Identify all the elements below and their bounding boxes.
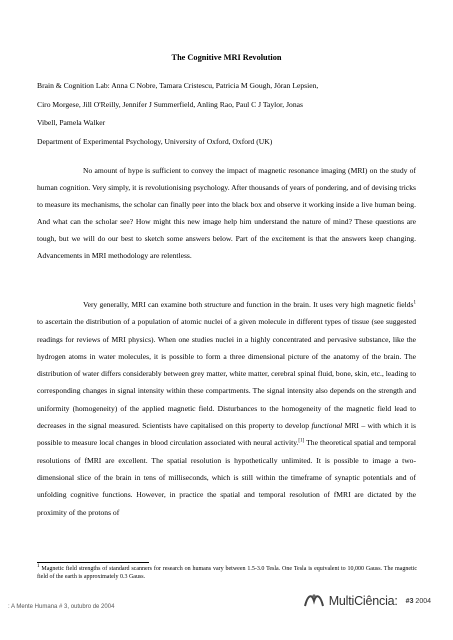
paragraph-1: [37, 162, 416, 264]
footnote-divider: [37, 562, 149, 563]
author-line: Ciro Morgese, Jill O'Reilly, Jennifer J Summerfield, Anling Rao, Paul C J Taylor, Jonas: [37, 99, 303, 109]
text-run: MRI – with which it is possible to measure local changes in blood circulation associated with neural activity.: [37, 421, 416, 448]
multiciencia-logo-icon: [303, 592, 325, 610]
text-run: Very generally, MRI can examine both structure and function in the brain. It uses very high magnetic fields: [83, 300, 414, 309]
footnote-text: Magnetic field strengths of standard scanners for research on humans vary between 1.5-3.0 Tesla. One Tesla is equivalent to 10,000 Gauss. The magnetic field of the earth is approximately 0.3 Gauss.: [37, 566, 417, 580]
paragraph-text: [37, 296, 416, 521]
footer-citation: : A Mente Humana # 3, outubro de 2004: [8, 604, 115, 610]
paragraph-2: [37, 296, 416, 521]
italic-run: functional: [311, 421, 343, 431]
footnote-ref[interactable]: 1: [413, 300, 416, 306]
issue-label: [406, 598, 431, 605]
issue-number: #3: [405, 597, 414, 605]
author-line: Vibell, Pamela Walker: [37, 118, 106, 127]
author-line: Brain & Cognition Lab: Anna C Nobre, Tamara Cristescu, Patricia M Gough, Jöran Lepsien,: [37, 81, 319, 90]
brand-name: MultiCiência:: [328, 594, 398, 608]
footnote: [37, 566, 417, 581]
reference-marker[interactable]: [1]: [298, 438, 305, 444]
footnote-marker: 1: [37, 564, 40, 569]
footer-brand: [303, 592, 431, 610]
page-title: The Cognitive MRI Revolution: [171, 53, 282, 62]
text-run: The theoretical spatial and temporal resolutions of fMRI are excellent. The spatial resolution is hypothetically unlimited. It is possible to image a two-dimensional slice of the brain in tens of milliseconds, which is still within the timeframe of synaptic potentials and of unfolding cognitive functions. However, in practice the spatial and temporal resolution of fMRI are dictated by the proximity of the protons of: [37, 438, 416, 517]
author-block: [37, 80, 427, 148]
paragraph-text: No amount of hype is sufficient to convey the impact of magnetic resonance imaging (MRI) on the study of human cognition. Very simply, it is revolutionising psychology. After thousands of years of pondering, and of devising tricks to measure its mechanisms, the scholar can finally peer into the black box and observe it working inside a live human being. And what can the scholar see? How might this new image help him understand the nature of mind? These questions are tough, but we will do our best to sketch some answers below. Part of the excitement is that the answers keep changing. Advancements in MRI methodology are relentless.: [37, 166, 416, 260]
text-run: to ascertain the distribution of a population of atomic nuclei of a given molecule in different types of tissue (see suggested readings for reviews of MRI physics). When one studies nuclei in a highly concentrated and pervasive substance, like the hydrogen atoms in water molecules, it is possible to form a three dimensional picture of the anatomy of the brain. The distribution of water differs considerably between grey matter, white matter, cerebral spinal fluid, bone, skin, etc., leading to corresponding changes in signal intensity within these compartments. The signal intensity also depends on the strength and uniformity (homogeneity) of the applied magnetic field. Disturbances to the homogeneity of the magnetic field lead to decreases in the signal measured. Scientists have capitalised on this property to develop: [37, 317, 416, 431]
affiliation: Department of Experimental Psychology, University of Oxford, Oxford (UK): [37, 136, 273, 146]
issue-year: 2004: [415, 597, 431, 605]
